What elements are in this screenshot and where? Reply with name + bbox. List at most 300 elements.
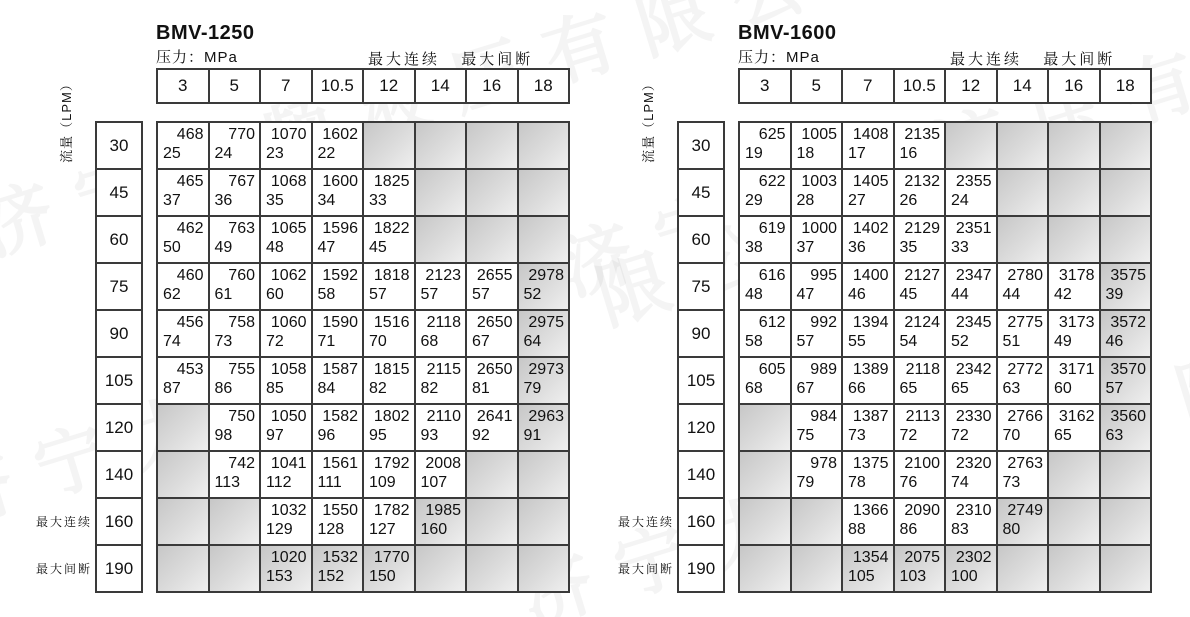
- torque-value: 2310: [955, 502, 992, 519]
- torque-value: 3570: [1110, 361, 1146, 378]
- data-cell: [313, 546, 363, 591]
- empty-cell: [740, 499, 790, 544]
- empty-cell: [416, 123, 466, 168]
- speed-value: 50: [163, 239, 181, 256]
- flow-header-cell: 75: [679, 264, 723, 309]
- data-cell: [158, 123, 208, 168]
- data-cell: [158, 170, 208, 215]
- speed-value: 27: [848, 192, 866, 209]
- data-cell: [1101, 358, 1151, 403]
- speed-value: 37: [796, 239, 815, 256]
- data-cell: [364, 311, 414, 356]
- pressure-header-cell: 3: [158, 70, 208, 102]
- torque-value: 992: [810, 314, 837, 331]
- speed-value: 112: [266, 474, 292, 491]
- empty-cell: [416, 546, 466, 591]
- torque-value: 2749: [1007, 502, 1043, 519]
- torque-value: 1062: [270, 267, 307, 284]
- row-annotation-max-intermittent: 最大间断: [35, 562, 92, 576]
- data-cell: [364, 499, 414, 544]
- data-cell: [792, 311, 842, 356]
- torque-value: 3162: [1058, 408, 1095, 425]
- torque-value: 2780: [1007, 267, 1043, 284]
- empty-cell: [519, 546, 569, 591]
- flow-header-cell: 60: [679, 217, 723, 262]
- torque-value: 1802: [373, 408, 410, 425]
- torque-value: 1387: [852, 408, 889, 425]
- empty-cell: [519, 170, 569, 215]
- data-cell: [416, 499, 466, 544]
- torque-value: 622: [758, 173, 786, 190]
- speed-value: 49: [214, 239, 233, 256]
- speed-value: 129: [266, 521, 293, 538]
- speed-value: 25: [163, 145, 181, 162]
- data-cell: [158, 217, 208, 262]
- speed-value: 105: [848, 568, 875, 585]
- data-cell: [740, 217, 790, 262]
- speed-value: 57: [796, 333, 815, 350]
- pressure-header-cell: 14: [998, 70, 1048, 102]
- torque-value: 2132: [904, 173, 940, 190]
- data-cell: [792, 264, 842, 309]
- speed-value: 83: [951, 521, 969, 538]
- torque-value: 2650: [476, 361, 513, 378]
- speed-value: 51: [1002, 333, 1021, 350]
- data-cell: [998, 358, 1048, 403]
- flow-axis-label: 流量（LPM）: [641, 77, 656, 163]
- empty-cell: [1049, 217, 1099, 262]
- torque-value: 456: [176, 314, 204, 331]
- flow-axis-label: 流量（LPM）: [59, 77, 74, 163]
- speed-value: 64: [523, 333, 542, 350]
- data-cell: [416, 358, 466, 403]
- speed-value: 82: [420, 380, 439, 397]
- empty-cell: [1049, 546, 1099, 591]
- speed-value: 36: [848, 239, 866, 256]
- speed-value: 52: [951, 333, 969, 350]
- torque-value: 2115: [426, 361, 461, 378]
- torque-value: 1003: [801, 173, 837, 190]
- data-cell: [519, 405, 569, 450]
- flow-header-cell: 160: [679, 499, 723, 544]
- speed-value: 82: [369, 380, 387, 397]
- torque-value: 989: [810, 361, 837, 378]
- pressure-header-row: [156, 68, 570, 104]
- empty-cell: [1049, 499, 1099, 544]
- legend-max-intermittent: 最大间断: [1043, 51, 1116, 68]
- data-cell: [1049, 405, 1099, 450]
- speed-value: 47: [796, 286, 815, 303]
- torque-value: 2342: [955, 361, 992, 378]
- data-cell: [843, 123, 893, 168]
- speed-value: 65: [1054, 427, 1072, 444]
- empty-cell: [1101, 499, 1151, 544]
- speed-value: 80: [1002, 521, 1021, 538]
- data-cell: [843, 311, 893, 356]
- torque-value: 1561: [322, 455, 358, 472]
- torque-value: 3572: [1110, 314, 1146, 331]
- torque-value: 2351: [955, 220, 992, 237]
- torque-value: 1600: [322, 173, 358, 190]
- speed-value: 87: [163, 380, 181, 397]
- torque-value: 995: [810, 267, 837, 284]
- torque-value: 1792: [373, 455, 410, 472]
- data-cell: [313, 499, 363, 544]
- torque-value: 750: [228, 408, 255, 425]
- data-cell: [261, 405, 311, 450]
- torque-value: 742: [228, 455, 255, 472]
- torque-value: 605: [758, 361, 786, 378]
- torque-value: 2978: [528, 267, 564, 284]
- speed-value: 103: [899, 568, 927, 585]
- torque-value: 2655: [476, 267, 513, 284]
- torque-value: 1366: [852, 502, 889, 519]
- data-cell: [261, 264, 311, 309]
- torque-value: 1400: [852, 267, 889, 284]
- speed-value: 68: [420, 333, 439, 350]
- flow-header-cell: 140: [97, 452, 141, 497]
- speed-value: 18: [796, 145, 815, 162]
- data-cell: [843, 452, 893, 497]
- speed-value: 58: [317, 286, 336, 303]
- speed-value: 93: [420, 427, 439, 444]
- data-cell: [895, 264, 945, 309]
- torque-value: 1532: [322, 549, 358, 566]
- flow-header-cell: 190: [679, 546, 723, 591]
- data-cell: [843, 170, 893, 215]
- speed-value: 65: [899, 380, 918, 397]
- data-cell: [519, 311, 569, 356]
- data-cell: [416, 311, 466, 356]
- data-cell: [895, 217, 945, 262]
- empty-cell: [467, 123, 517, 168]
- data-cell: [467, 405, 517, 450]
- speed-value: 153: [266, 568, 293, 585]
- data-cell: [313, 123, 363, 168]
- data-cell: [416, 405, 466, 450]
- torque-value: 3560: [1110, 408, 1146, 425]
- speed-value: 28: [796, 192, 815, 209]
- legend-max-continuous: 最大连续: [368, 51, 441, 68]
- empty-cell: [467, 217, 517, 262]
- speed-value: 45: [369, 239, 387, 256]
- flow-header-cell: 60: [97, 217, 141, 262]
- speed-value: 127: [369, 521, 396, 538]
- empty-cell: [416, 217, 466, 262]
- data-cell: [1101, 264, 1151, 309]
- speed-value: 48: [745, 286, 763, 303]
- flow-header-cell: 160: [97, 499, 141, 544]
- torque-value: 2123: [425, 267, 461, 284]
- data-cell: [261, 123, 311, 168]
- speed-value: 34: [317, 192, 336, 209]
- torque-value: 2355: [955, 173, 992, 190]
- flow-header-cell: 45: [97, 170, 141, 215]
- torque-value: 468: [176, 126, 204, 143]
- data-cell: [313, 264, 363, 309]
- speed-value: 22: [317, 145, 336, 162]
- speed-value: 65: [951, 380, 969, 397]
- torque-value: 770: [228, 126, 255, 143]
- table-title: BMV-1250: [156, 22, 255, 44]
- torque-value: 2075: [904, 549, 940, 566]
- empty-cell: [519, 452, 569, 497]
- speed-value: 45: [899, 286, 918, 303]
- flow-header-cell: 120: [679, 405, 723, 450]
- data-cell: [1101, 405, 1151, 450]
- torque-value: 1985: [425, 502, 461, 519]
- speed-value: 73: [1002, 474, 1021, 491]
- speed-value: 49: [1054, 333, 1072, 350]
- speed-value: 72: [951, 427, 969, 444]
- speed-value: 57: [420, 286, 439, 303]
- torque-value: 1408: [852, 126, 889, 143]
- speed-value: 88: [848, 521, 866, 538]
- torque-value: 2118: [426, 314, 461, 331]
- torque-value: 625: [758, 126, 786, 143]
- empty-cell: [1101, 546, 1151, 591]
- pressure-header-row: [738, 68, 1152, 104]
- torque-value: 1354: [852, 549, 889, 566]
- speed-value: 29: [745, 192, 763, 209]
- torque-value: 1550: [322, 502, 358, 519]
- empty-cell: [158, 452, 208, 497]
- torque-value: 2963: [528, 408, 564, 425]
- empty-cell: [1101, 123, 1151, 168]
- speed-value: 109: [369, 474, 396, 491]
- torque-value: 616: [758, 267, 786, 284]
- pressure-header-cell: 10.5: [313, 70, 363, 102]
- data-cell: [843, 264, 893, 309]
- speed-value: 62: [163, 286, 181, 303]
- flow-column: [677, 121, 725, 593]
- data-cell: [1101, 311, 1151, 356]
- torque-value: 2090: [904, 502, 940, 519]
- speed-value: 35: [899, 239, 918, 256]
- data-cell: [364, 405, 414, 450]
- torque-value: 1602: [322, 126, 358, 143]
- speed-value: 33: [951, 239, 969, 256]
- data-cell: [998, 452, 1048, 497]
- data-cell: [210, 264, 260, 309]
- speed-value: 54: [899, 333, 918, 350]
- torque-value: 2100: [904, 455, 940, 472]
- torque-value: 1050: [270, 408, 307, 425]
- torque-value: 1068: [270, 173, 307, 190]
- speed-value: 91: [523, 427, 542, 444]
- empty-cell: [158, 546, 208, 591]
- torque-value: 1402: [852, 220, 889, 237]
- torque-value: 1782: [373, 502, 410, 519]
- data-grid: [156, 121, 570, 593]
- empty-cell: [519, 217, 569, 262]
- data-cell: [740, 123, 790, 168]
- speed-value: 57: [472, 286, 490, 303]
- torque-value: 2118: [905, 361, 940, 378]
- data-cell: [895, 123, 945, 168]
- empty-cell: [1101, 217, 1151, 262]
- pressure-unit-label: 压力：MPa: [738, 49, 820, 66]
- torque-value: 2330: [955, 408, 992, 425]
- torque-value: 763: [228, 220, 255, 237]
- speed-value: 61: [214, 286, 233, 303]
- empty-cell: [210, 546, 260, 591]
- empty-cell: [998, 546, 1048, 591]
- torque-value: 2113: [905, 408, 940, 425]
- torque-value: 3575: [1110, 267, 1146, 284]
- legend: [368, 48, 547, 69]
- speed-value: 52: [523, 286, 542, 303]
- empty-cell: [1049, 170, 1099, 215]
- torque-value: 2641: [476, 408, 513, 425]
- flow-header-cell: 30: [97, 123, 141, 168]
- speed-value: 24: [951, 192, 969, 209]
- data-cell: [792, 123, 842, 168]
- data-cell: [740, 264, 790, 309]
- pressure-header-cell: 7: [843, 70, 893, 102]
- speed-value: 72: [266, 333, 284, 350]
- torque-value: 3171: [1058, 361, 1095, 378]
- empty-cell: [740, 546, 790, 591]
- torque-value: 465: [176, 173, 204, 190]
- empty-cell: [467, 499, 517, 544]
- torque-value: 2302: [955, 549, 992, 566]
- torque-value: 1818: [373, 267, 410, 284]
- data-cell: [261, 358, 311, 403]
- speed-value: 63: [1002, 380, 1021, 397]
- performance-table-bmv-1600: [582, 0, 1190, 617]
- data-cell: [1049, 311, 1099, 356]
- torque-value: 755: [228, 361, 255, 378]
- data-cell: [313, 405, 363, 450]
- empty-cell: [158, 405, 208, 450]
- speed-value: 26: [899, 192, 918, 209]
- torque-value: 2110: [426, 408, 461, 425]
- data-cell: [946, 358, 996, 403]
- empty-cell: [467, 452, 517, 497]
- speed-value: 72: [899, 427, 918, 444]
- speed-value: 60: [266, 286, 284, 303]
- legend-max-continuous: 最大连续: [950, 51, 1023, 68]
- speed-value: 152: [317, 568, 345, 585]
- speed-value: 113: [214, 474, 241, 491]
- data-cell: [158, 358, 208, 403]
- row-annotation-max-intermittent: 最大间断: [617, 562, 674, 576]
- empty-cell: [158, 499, 208, 544]
- data-cell: [364, 452, 414, 497]
- data-cell: [895, 405, 945, 450]
- torque-value: 2973: [528, 361, 564, 378]
- torque-value: 1058: [270, 361, 307, 378]
- speed-value: 81: [472, 380, 490, 397]
- torque-value: 984: [810, 408, 837, 425]
- pressure-unit-label: 压力：MPa: [156, 49, 238, 66]
- data-cell: [740, 170, 790, 215]
- row-annotation-max-continuous: 最大连续: [35, 515, 92, 529]
- pressure-header-cell: 16: [467, 70, 517, 102]
- torque-value: 2320: [955, 455, 992, 472]
- data-cell: [210, 123, 260, 168]
- empty-cell: [740, 405, 790, 450]
- speed-value: 19: [745, 145, 763, 162]
- data-cell: [843, 405, 893, 450]
- data-cell: [364, 546, 414, 591]
- speed-value: 58: [745, 333, 763, 350]
- data-cell: [416, 264, 466, 309]
- empty-cell: [792, 546, 842, 591]
- empty-cell: [416, 170, 466, 215]
- torque-value: 2975: [528, 314, 564, 331]
- speed-value: 55: [848, 333, 866, 350]
- data-cell: [364, 264, 414, 309]
- torque-value: 1822: [373, 220, 410, 237]
- data-cell: [364, 217, 414, 262]
- data-cell: [895, 452, 945, 497]
- pressure-header-cell: 5: [792, 70, 842, 102]
- speed-value: 44: [951, 286, 969, 303]
- torque-value: 1020: [270, 549, 307, 566]
- torque-value: 2124: [904, 314, 940, 331]
- speed-value: 79: [523, 380, 542, 397]
- torque-value: 2650: [476, 314, 513, 331]
- torque-value: 2766: [1007, 408, 1043, 425]
- flow-header-cell: 45: [679, 170, 723, 215]
- data-cell: [313, 358, 363, 403]
- pressure-header-cell: 12: [364, 70, 414, 102]
- torque-value: 460: [176, 267, 204, 284]
- torque-value: 2345: [955, 314, 992, 331]
- torque-value: 978: [810, 455, 837, 472]
- data-cell: [158, 264, 208, 309]
- torque-value: 2008: [425, 455, 461, 472]
- data-cell: [519, 264, 569, 309]
- data-grid: [738, 121, 1152, 593]
- torque-value: 2347: [955, 267, 992, 284]
- data-cell: [364, 358, 414, 403]
- torque-value: 1516: [373, 314, 410, 331]
- flow-header-cell: 75: [97, 264, 141, 309]
- empty-cell: [364, 123, 414, 168]
- speed-value: 75: [796, 427, 815, 444]
- data-cell: [519, 358, 569, 403]
- speed-value: 39: [1105, 286, 1124, 303]
- speed-value: 67: [796, 380, 815, 397]
- speed-value: 73: [848, 427, 866, 444]
- torque-value: 1394: [852, 314, 889, 331]
- pressure-header-cell: 18: [519, 70, 569, 102]
- torque-value: 2135: [904, 126, 940, 143]
- speed-value: 86: [899, 521, 918, 538]
- speed-value: 107: [420, 474, 448, 491]
- empty-cell: [998, 123, 1048, 168]
- speed-value: 37: [163, 192, 181, 209]
- data-cell: [792, 170, 842, 215]
- speed-value: 70: [369, 333, 387, 350]
- flow-header-cell: 30: [679, 123, 723, 168]
- empty-cell: [998, 170, 1048, 215]
- torque-value: 1005: [801, 126, 837, 143]
- empty-cell: [1101, 170, 1151, 215]
- torque-value: 758: [228, 314, 255, 331]
- flow-column: [95, 121, 143, 593]
- speed-value: 85: [266, 380, 284, 397]
- speed-value: 17: [848, 145, 866, 162]
- torque-value: 1405: [852, 173, 889, 190]
- speed-value: 96: [317, 427, 336, 444]
- empty-cell: [998, 217, 1048, 262]
- data-cell: [364, 170, 414, 215]
- speed-value: 23: [266, 145, 284, 162]
